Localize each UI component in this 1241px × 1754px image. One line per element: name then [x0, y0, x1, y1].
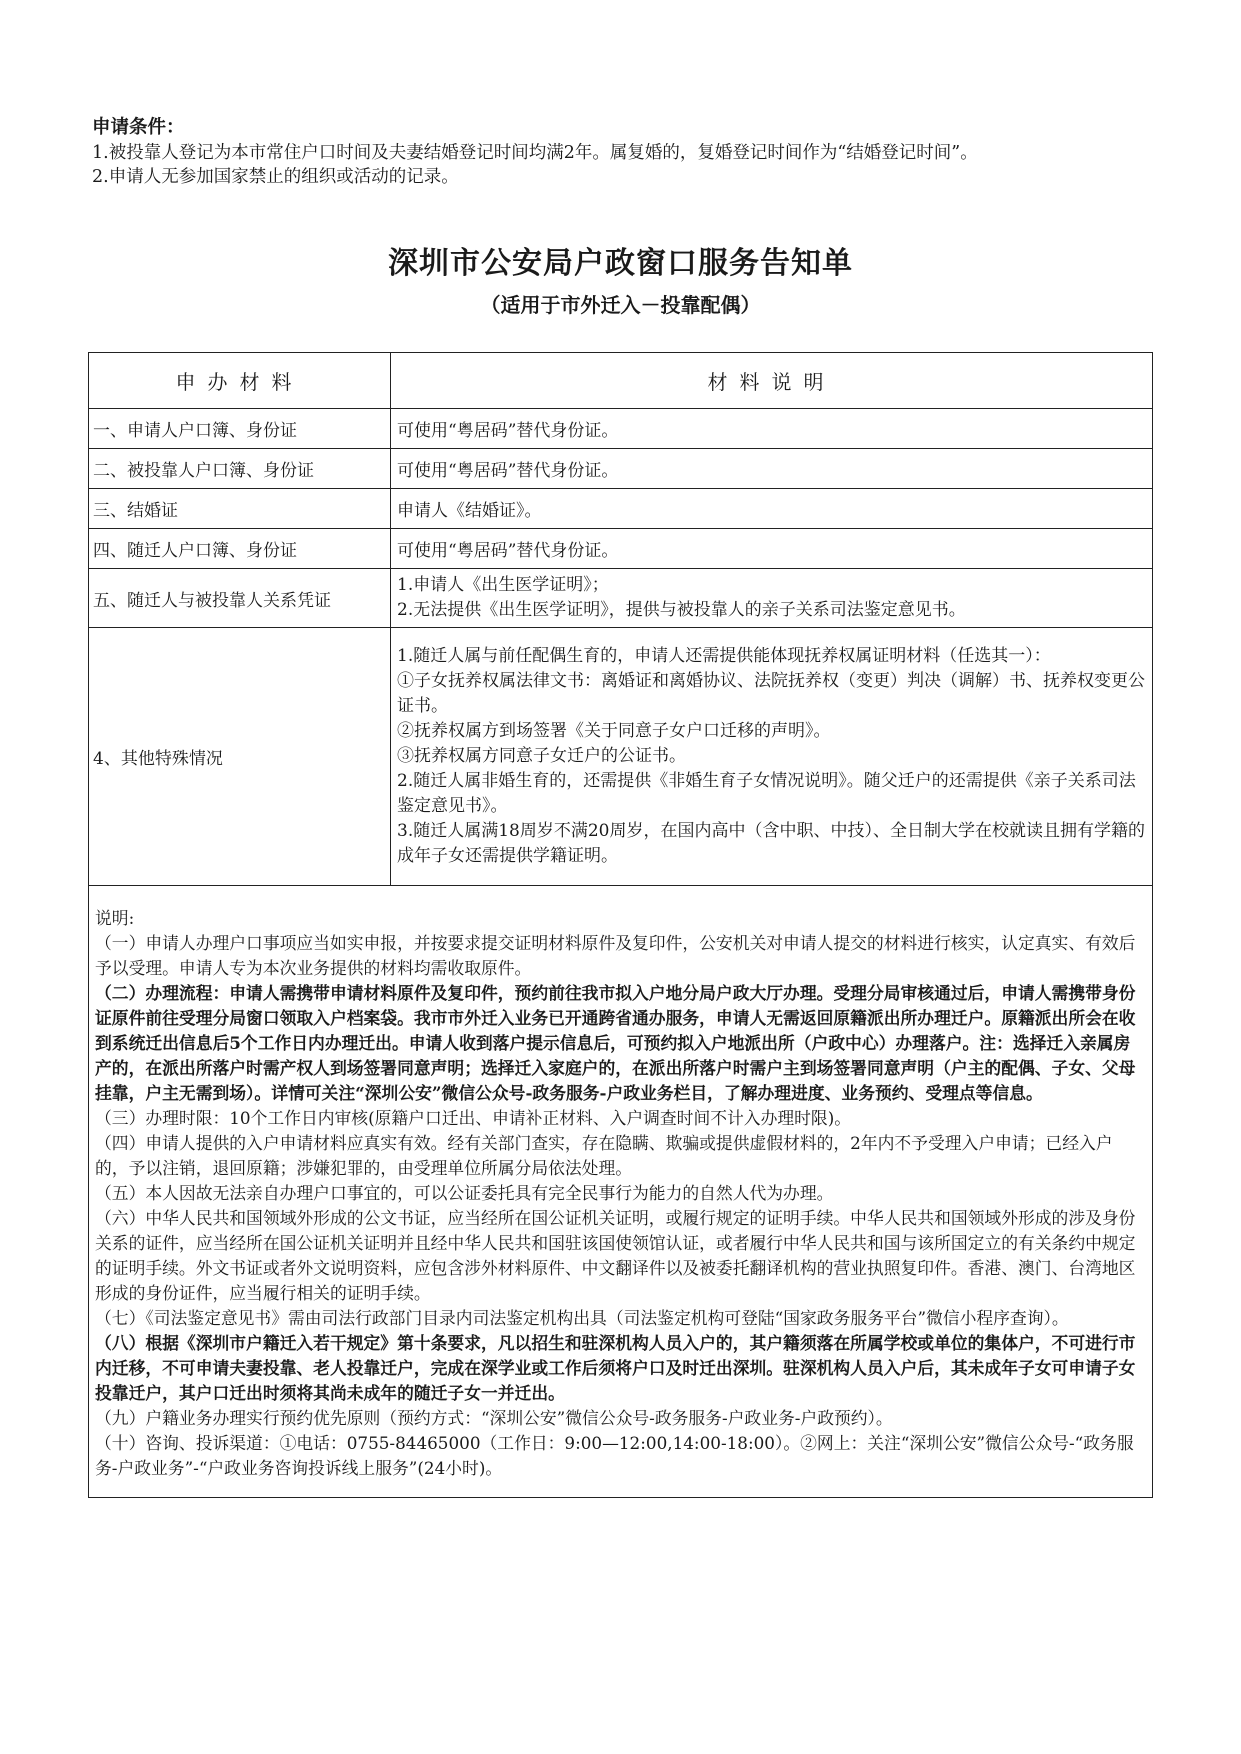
material-name: 一、申请人户口簿、身份证: [89, 409, 391, 449]
notes-row: [89, 886, 1153, 1498]
notes-section: [89, 886, 1153, 1498]
materials-table: [88, 352, 1153, 1498]
material-description: 可使用“粤居码”替代身份证。: [391, 529, 1153, 569]
material-description: [391, 569, 1153, 628]
table-row: [89, 529, 1153, 569]
note-item: （五）本人因故无法亲自办理户口事宜的，可以公证委托具有完全民事行为能力的自然人代为办理。: [95, 1183, 834, 1203]
table-row: [89, 489, 1153, 529]
note-item: （十）咨询、投诉渠道：①电话：0755-84465000（工作日：9:00—12:00,14:00-18:00）。②网上：关注“深圳公安”微信公众号-“政务服务-户政业务”-“户政业务咨询投诉线上服务”(24小时)。: [95, 1433, 1134, 1478]
conditions-title: 申请条件：: [92, 117, 185, 138]
header-materials: 申办材料: [89, 353, 391, 409]
description-line: 1.随迁人属与前任配偶生育的，申请人还需提供能体现抚养权属证明材料（任选其一）：: [397, 646, 1051, 666]
material-description: 可使用“粤居码”替代身份证。: [391, 449, 1153, 489]
table-row: [89, 628, 1153, 886]
document-subtitle: （适用于市外迁入－投靠配偶）: [480, 293, 761, 317]
note-item: （七）《司法鉴定意见书》需由司法行政部门目录内司法鉴定机构出具（司法鉴定机构可登陆“国家政务服务平台”微信小程序查询）。: [95, 1308, 1069, 1328]
material-description: 申请人《结婚证》。: [391, 489, 1153, 529]
application-conditions: [92, 116, 1147, 189]
material-name: 三、结婚证: [89, 489, 391, 529]
table-header-row: [89, 353, 1153, 409]
header-description: 材料说明: [391, 353, 1153, 409]
note-item: （二）办理流程：申请人需携带申请材料原件及复印件，预约前往我市拟入户地分局户政大厅办理。受理分局审核通过后，申请人需携带身份证原件前往受理分局窗口领取入户档案袋。我市市外迁入业务已开通跨省通办服务，申请人无需返回原籍派出所办理迁户。原籍派出所会在收到系统迁出信息后5个工作日内办理迁出。申请人收到落户提示信息后，可预约拟入户地派出所（户政中心）办理落户。注：选择迁入亲属房产的，在派出所落户时需产权人到场签署同意声明；选择迁入家庭户的，在派出所落户时需户主到场签署同意声明（户主的配偶、子女、父母挂靠，户主无需到场）。详情可关注“深圳公安”微信公众号-政务服务-户政业务栏目，了解办理进度、业务预约、受理点等信息。: [95, 983, 1136, 1103]
material-name: 二、被投靠人户口簿、身份证: [89, 449, 391, 489]
material-name: 五、随迁人与被投靠人关系凭证: [89, 569, 391, 628]
material-name: 4、其他特殊情况: [89, 628, 391, 886]
table-row: [89, 409, 1153, 449]
notes-heading: 说明:: [95, 908, 135, 928]
material-description: 可使用“粤居码”替代身份证。: [391, 409, 1153, 449]
note-item: （八）根据《深圳市户籍迁入若干规定》第十条要求，凡以招生和驻深机构人员入户的，其户籍须落在所属学校或单位的集体户，不可进行市内迁移，不可申请夫妻投靠、老人投靠迁户，完成在深学业或工作后须将户口及时迁出深圳。驻深机构人员入户后，其未成年子女可申请子女投靠迁户，其户口迁出时须将其尚未成年的随迁子女一并迁出。: [95, 1333, 1136, 1403]
material-name: 四、随迁人户口簿、身份证: [89, 529, 391, 569]
condition-item: 1.被投靠人登记为本市常住户口时间及夫妻结婚登记时间均满2年。属复婚的，复婚登记时间作为“结婚登记时间”。: [92, 143, 978, 163]
note-item: （三）办理时限：10个工作日内审核(原籍户口迁出、申请补正材料、入户调查时间不计入办理时限)。: [95, 1108, 852, 1128]
description-line: ①子女抚养权属法律文书：离婚证和离婚协议、法院抚养权（变更）判决（调解）书、抚养权变更公证书。: [397, 671, 1145, 716]
document-title: 深圳市公安局户政窗口服务告知单: [388, 246, 853, 281]
description-line: 2.随迁人属非婚生育的，还需提供《非婚生育子女情况说明》。随父迁户的还需提供《亲子关系司法鉴定意见书》。: [397, 771, 1136, 816]
description-line: 1.申请人《出生医学证明》；: [397, 575, 609, 595]
table-row: [89, 569, 1153, 628]
description-line: ③抚养权属方同意子女迁户的公证书。: [397, 746, 686, 766]
note-item: （一）申请人办理户口事项应当如实申报，并按要求提交证明材料原件及复印件，公安机关对申请人提交的材料进行核实，认定真实、有效后予以受理。申请人专为本次业务提供的材料均需收取原件。: [95, 933, 1136, 978]
note-item: （九）户籍业务办理实行预约优先原则（预约方式：“深圳公安”微信公众号-政务服务-户政业务-户政预约）。: [95, 1408, 893, 1428]
table-row: [89, 449, 1153, 489]
note-item: （四）申请人提供的入户申请材料应真实有效。经有关部门查实，存在隐瞒、欺骗或提供虚假材料的，2年内不予受理入户申请；已经入户的，予以注销，退回原籍；涉嫌犯罪的，由受理单位所属分局依法处理。: [95, 1133, 1113, 1178]
material-description: [391, 628, 1153, 886]
description-line: 3.随迁人属满18周岁不满20周岁，在国内高中（含中职、中技）、全日制大学在校就读且拥有学籍的成年子女还需提供学籍证明。: [397, 821, 1145, 866]
note-item: （六）中华人民共和国领域外形成的公文书证，应当经所在国公证机关证明，或履行规定的证明手续。中华人民共和国领域外形成的涉及身份关系的证件，应当经所在国公证机关证明并且经中华人民共和国驻该国使领馆认证，或者履行中华人民共和国与该所国定立的有关条约中规定的证明手续。外文书证或者外文说明资料，应包含涉外材料原件、中文翻译件以及被委托翻译机构的营业执照复印件。香港、澳门、台湾地区形成的身份证件，应当履行相关的证明手续。: [95, 1208, 1136, 1303]
condition-item: 2.申请人无参加国家禁止的组织或活动的记录。: [92, 167, 459, 187]
description-line: 2.无法提供《出生医学证明》，提供与被投靠人的亲子关系司法鉴定意见书。: [397, 600, 966, 620]
description-line: ②抚养权属方到场签署《关于同意子女户口迁移的声明》。: [397, 721, 831, 741]
